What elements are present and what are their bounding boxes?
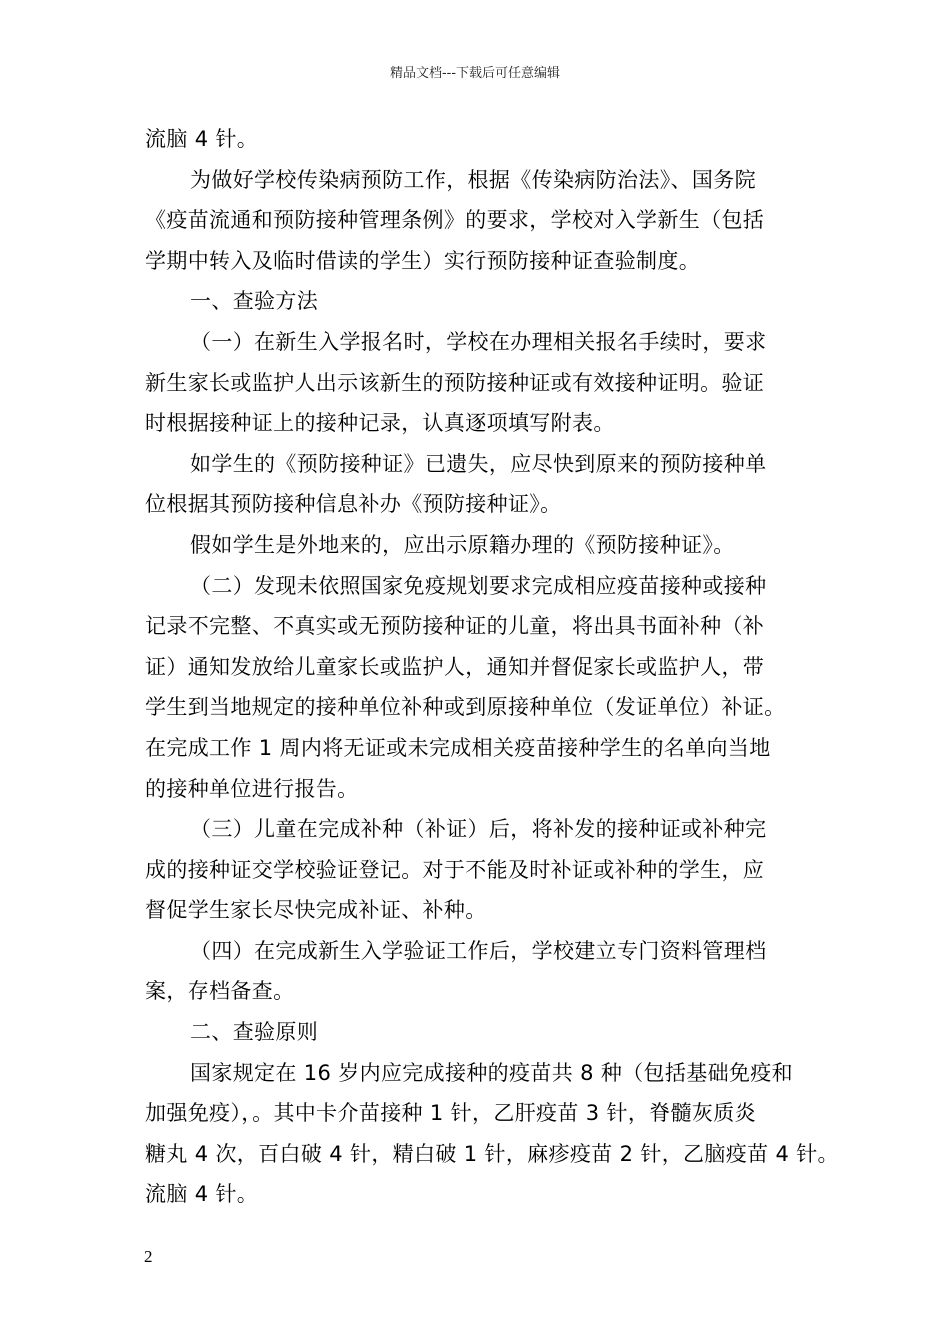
text-line: 在完成工作 1 周内将无证或未完成相关疫苗接种学生的名单向当地 <box>145 735 771 760</box>
paragraph-line: 如学生的《预防接种证》已遗失，应尽快到原来的预防接种单 <box>190 451 767 476</box>
text-line: 记录不完整、不真实或无预防接种证的儿童，将出具书面补种（补 <box>145 614 765 639</box>
text-line: 《疫苗流通和预防接种管理条例》的要求，学校对入学新生（包括 <box>145 208 765 233</box>
section-heading: 二、查验原则 <box>190 1020 319 1045</box>
text-line: 糖丸 4 次，百白破 4 针，精白破 1 针，麻疹疫苗 2 针，乙脑疫苗 4 针。 <box>145 1141 839 1166</box>
text-line: 的接种单位进行报告。 <box>145 776 359 801</box>
paragraph-line: （二）发现未依照国家免疫规划要求完成相应疫苗接种或接种 <box>190 573 767 598</box>
text-line: 流脑 4 针。 <box>145 1182 259 1207</box>
section-heading: 一、查验方法 <box>190 289 319 314</box>
text-line: 学期中转入及临时借读的学生）实行预防接种证查验制度。 <box>145 248 701 273</box>
paragraph-line: （三）儿童在完成补种（补证）后，将补发的接种证或补种完 <box>190 817 767 842</box>
paragraph-line: （一）在新生入学报名时，学校在办理相关报名手续时，要求 <box>190 329 767 354</box>
page-number: 2 <box>144 1247 153 1266</box>
text-line: 督促学生家长尽快完成补证、补种。 <box>145 898 487 923</box>
text-line: 成的接种证交学校验证登记。对于不能及时补证或补种的学生，应 <box>145 857 765 882</box>
text-line: 流脑 4 针。 <box>145 127 259 151</box>
text-line: 证）通知发放给儿童家长或监护人，通知并督促家长或监护人，带 <box>145 654 765 679</box>
paragraph-line: 国家规定在 16 岁内应完成接种的疫苗共 8 种（包括基础免疫和 <box>190 1060 793 1085</box>
text-line: 位根据其预防接种信息补办《预防接种证》。 <box>145 492 562 517</box>
text-line: 新生家长或监护人出示该新生的预防接种证或有效接种证明。验证 <box>145 370 765 395</box>
text-line: 案，存档备查。 <box>145 979 295 1004</box>
paragraph-line: 假如学生是外地来的，应出示原籍办理的《预防接种证》。 <box>190 532 735 557</box>
paragraph-line: （四）在完成新生入学验证工作后，学校建立专门资料管理档 <box>190 938 767 963</box>
document-body <box>145 119 839 1215</box>
page-header: 精品文档---下载后可任意编辑 <box>389 66 561 81</box>
text-line: 时根据接种证上的接种记录，认真逐项填写附表。 <box>145 411 615 436</box>
text-line: 加强免疫），。其中卡介苗接种 1 针，乙肝疫苗 3 针，脊髓灰质炎 <box>145 1101 756 1126</box>
text-line: 学生到当地规定的接种单位补种或到原接种单位（发证单位）补证。 <box>145 695 786 720</box>
paragraph-line: 为做好学校传染病预防工作，根据《传染病防治法》、国务院 <box>190 167 756 192</box>
